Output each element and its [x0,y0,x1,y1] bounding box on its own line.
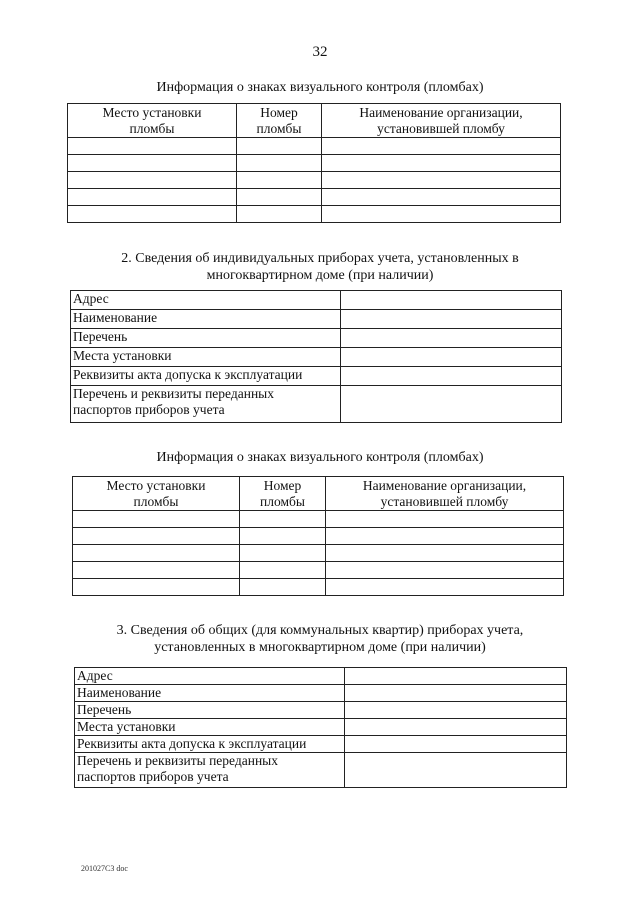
individual-meters-table [70,290,562,423]
row-label-name: Наименование [75,685,345,702]
seal-col-organization: Наименование организации, установившей пломбу [326,477,564,511]
table-row [71,367,562,386]
row-label-passports: Перечень и реквизиты переданных паспортов приборов учета [75,753,345,788]
seal-table-2 [72,476,564,596]
row-label-list: Перечень [75,702,345,719]
section-2-heading: 2. Сведения об индивидуальных приборах учета, установленных в многоквартирном доме (при наличии) [121,251,519,283]
table-row [71,386,562,423]
seal-table-header [68,104,561,138]
seal-col-organization: Наименование организации, установившей пломбу [322,104,561,138]
row-label-passports: Перечень и реквизиты переданных паспортов приборов учета [71,386,341,423]
row-label-name: Наименование [71,310,341,329]
table-row [75,719,567,736]
table-row [71,310,562,329]
seal-heading-1: Информация о знаках визуального контроля (пломбах) [156,80,484,95]
row-label-act: Реквизиты акта допуска к эксплуатации [71,367,341,386]
seal-table-1 [67,103,561,223]
table-row [75,753,567,788]
row-label-address: Адрес [71,291,341,310]
table-row [75,685,567,702]
table-row [71,348,562,367]
table-row [68,138,561,155]
page-number: 32 [312,44,328,60]
table-row [68,155,561,172]
table-row [75,702,567,719]
table-row [73,562,564,579]
table-row [73,579,564,596]
table-row [75,736,567,753]
table-row [73,511,564,528]
seal-col-number: Номер пломбы [237,104,322,138]
table-row [73,545,564,562]
seal-col-place: Место установки пломбы [68,104,237,138]
document-footer: 201027C3 doc [81,864,128,873]
row-label-act: Реквизиты акта допуска к эксплуатации [75,736,345,753]
table-row [71,329,562,348]
table-row [68,206,561,223]
seal-col-number: Номер пломбы [240,477,326,511]
row-label-address: Адрес [75,668,345,685]
row-label-places: Места установки [75,719,345,736]
table-row [68,172,561,189]
seal-col-place: Место установки пломбы [73,477,240,511]
table-row [71,291,562,310]
table-row [75,668,567,685]
section-3-heading: 3. Сведения об общих (для коммунальных квартир) приборах учета, установленных в многоквартирном доме (при наличии) [116,623,524,655]
table-row [73,528,564,545]
seal-heading-2: Информация о знаках визуального контроля (пломбах) [156,450,484,465]
row-label-places: Места установки [71,348,341,367]
common-meters-table [74,667,567,788]
row-label-list: Перечень [71,329,341,348]
table-row [68,189,561,206]
seal-table-header [73,477,564,511]
